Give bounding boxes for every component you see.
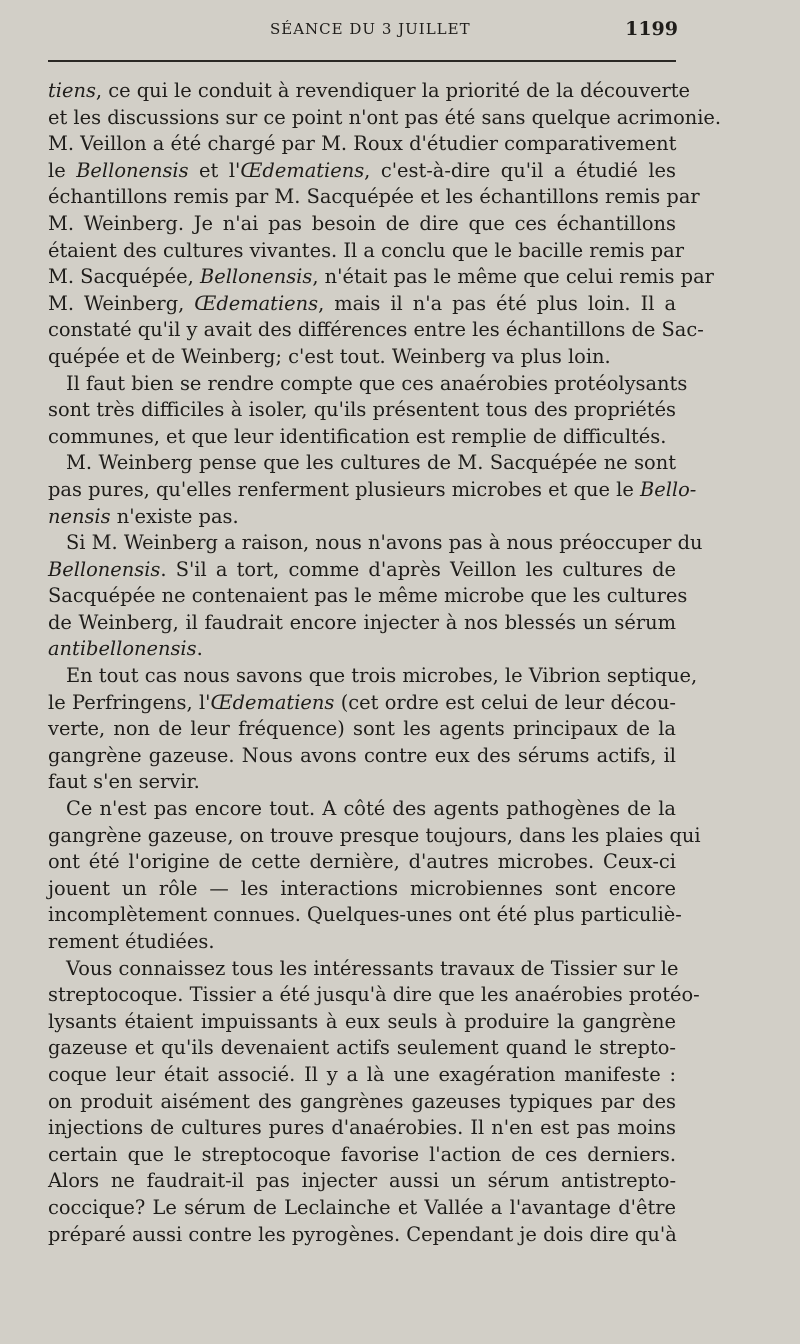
page-number: 1199 bbox=[625, 18, 678, 40]
text-line bbox=[48, 929, 676, 956]
text-run: et les discussions sur ce point n'ont pas été sans quelque acrimonie. bbox=[48, 105, 722, 129]
text-run: gangrène gazeuse, on trouve presque toujours, dans les plaies qui bbox=[48, 823, 701, 847]
text-run: M. Sacquépée, bbox=[48, 265, 200, 289]
text-line bbox=[48, 1115, 676, 1142]
text-run: constaté qu'il y avait des différences entre les échantillons de Sac- bbox=[48, 318, 704, 342]
text-run: En tout cas nous savons que trois microbes, le Vibrion septique, bbox=[66, 664, 698, 688]
text-run: préparé aussi contre les pyrogènes. Cependant je dois dire qu'à bbox=[48, 1222, 677, 1246]
text-run: le bbox=[48, 158, 77, 182]
text-line bbox=[48, 716, 676, 743]
text-line bbox=[48, 477, 697, 504]
text-line bbox=[48, 1195, 676, 1222]
text-line bbox=[48, 184, 700, 211]
text-run: sont très difficiles à isoler, qu'ils présentent tous des propriétés bbox=[48, 398, 676, 422]
text-line bbox=[48, 424, 676, 451]
text-run: n'existe pas. bbox=[110, 504, 239, 528]
text-line bbox=[48, 1062, 676, 1089]
text-run: gangrène gazeuse. Nous avons contre eux des sérums actifs, il bbox=[48, 743, 676, 767]
text-line bbox=[48, 610, 676, 637]
text-line bbox=[48, 849, 676, 876]
italic-text: Œdematiens bbox=[194, 291, 319, 315]
text-run: M. Weinberg. Je n'ai pas besoin de dire que ces échantillons bbox=[48, 211, 676, 235]
text-line bbox=[48, 291, 676, 318]
text-run: et l' bbox=[188, 158, 241, 182]
text-run: coque leur était associé. Il y a là une exagération manifeste : bbox=[48, 1062, 676, 1086]
text-line bbox=[48, 397, 676, 424]
text-line bbox=[48, 344, 676, 371]
text-run: Ce n'est pas encore tout. A côté des agents pathogènes de la bbox=[66, 797, 676, 821]
text-run: , ce qui le conduit à revendiquer la priorité de la découverte bbox=[95, 79, 690, 102]
italic-text: Œdematiens bbox=[210, 690, 335, 714]
text-line bbox=[48, 1035, 676, 1062]
text-run: jouent un rôle — les interactions microbiennes sont encore bbox=[48, 876, 676, 900]
text-run: (cet ordre est celui de leur décou- bbox=[334, 690, 676, 714]
text-line bbox=[48, 158, 676, 185]
italic-text: antibellonensis bbox=[48, 637, 197, 661]
text-run: M. Veillon a été chargé par M. Roux d'étudier comparativement bbox=[48, 132, 677, 156]
text-run: de Weinberg, il faudrait encore injecter à nos blessés un sérum bbox=[48, 610, 676, 634]
text-line bbox=[48, 636, 676, 663]
text-run: Si M. Weinberg a raison, nous n'avons pas à nous préoccuper du bbox=[66, 531, 703, 555]
text-line bbox=[48, 956, 679, 983]
text-run: échantillons remis par M. Sacquépée et les échantillons remis par bbox=[48, 185, 700, 209]
text-line bbox=[48, 823, 701, 850]
italic-text: Œdematiens bbox=[240, 158, 365, 182]
text-run: . S'il a tort, comme d'après Veillon les cultures de bbox=[160, 557, 676, 581]
text-run: lysants étaient impuissants à eux seuls à produire la gangrène bbox=[48, 1009, 676, 1033]
text-run: , mais il n'a pas été plus loin. Il a bbox=[318, 291, 676, 315]
text-line bbox=[48, 876, 676, 903]
text-run: quépée et de Weinberg; c'est tout. Weinberg va plus loin. bbox=[48, 344, 611, 368]
text-run: étaient des cultures vivantes. Il a conclu que le bacille remis par bbox=[48, 238, 684, 262]
text-line bbox=[48, 1168, 676, 1195]
text-line bbox=[48, 78, 690, 105]
text-line bbox=[48, 769, 676, 796]
text-line bbox=[48, 583, 688, 610]
text-run: gazeuse et qu'ils devenaient actifs seulement quand le strepto- bbox=[48, 1036, 676, 1060]
text-run: certain que le streptocoque favorise l'action de ces derniers. bbox=[48, 1142, 676, 1166]
text-run: communes, et que leur identification est remplie de difficultés. bbox=[48, 424, 667, 448]
page-header bbox=[0, 18, 800, 46]
text-line bbox=[48, 211, 676, 238]
italic-text: Bellonensis bbox=[48, 557, 161, 581]
text-line bbox=[48, 1142, 676, 1169]
text-line bbox=[48, 557, 676, 584]
text-run: ont été l'origine de cette dernière, d'autres microbes. Ceux-ci bbox=[48, 850, 676, 874]
text-run: Alors ne faudrait-il pas injecter aussi un sérum antistrepto- bbox=[48, 1169, 676, 1193]
text-line bbox=[48, 743, 676, 770]
text-run: pas pures, qu'elles renferment plusieurs microbes et que le bbox=[48, 477, 640, 501]
text-line bbox=[48, 982, 700, 1009]
text-run: Il faut bien se rendre compte que ces anaérobies protéolysants bbox=[66, 371, 688, 395]
text-line bbox=[48, 105, 722, 132]
text-line bbox=[48, 1089, 676, 1116]
text-line bbox=[48, 238, 684, 265]
text-run: verte, non de leur fréquence) sont les agents principaux de la bbox=[48, 717, 676, 741]
text-line bbox=[48, 1009, 676, 1036]
text-run: . bbox=[196, 637, 203, 661]
text-run: streptocoque. Tissier a été jusqu'à dire que les anaérobies protéo- bbox=[48, 983, 700, 1007]
text-run: on produit aisément des gangrènes gazeuses typiques par des bbox=[48, 1089, 676, 1113]
text-line bbox=[48, 131, 676, 158]
header-rule bbox=[48, 60, 676, 62]
text-run: injections de cultures pures d'anaérobies. Il n'en est pas moins bbox=[48, 1116, 676, 1140]
text-run: le Perfringens, l' bbox=[48, 690, 211, 714]
text-run: , n'était pas le même que celui remis par bbox=[312, 265, 714, 289]
italic-text: Bellonensis bbox=[76, 158, 189, 182]
text-run: rement étudiées. bbox=[48, 930, 215, 953]
text-run: coccique? Le sérum de Leclainche et Vallée a l'avantage d'être bbox=[48, 1195, 676, 1219]
text-line bbox=[48, 450, 676, 477]
text-line bbox=[48, 1222, 676, 1249]
italic-text: tiens bbox=[48, 79, 96, 102]
text-line bbox=[48, 690, 676, 717]
text-line bbox=[48, 902, 682, 929]
text-run: Sacquépée ne contenaient pas le même microbe que les cultures bbox=[48, 584, 688, 608]
text-run: faut s'en servir. bbox=[48, 770, 200, 794]
italic-text: Bellonensis bbox=[199, 265, 313, 289]
body-text bbox=[48, 78, 722, 1248]
text-line bbox=[48, 663, 698, 690]
text-run: Vous connaissez tous les intéressants travaux de Tissier sur le bbox=[66, 956, 679, 980]
italic-text: Bello- bbox=[639, 477, 697, 501]
text-line bbox=[48, 264, 714, 291]
text-run: incomplètement connues. Quelques-unes ont été plus particuliè- bbox=[48, 903, 682, 927]
text-run: , c'est-à-dire qu'il a étudié les bbox=[364, 158, 676, 182]
text-line bbox=[48, 317, 704, 344]
text-run: M. Weinberg pense que les cultures de M. Sacquépée ne sont bbox=[66, 451, 676, 475]
text-line bbox=[48, 504, 676, 531]
text-line bbox=[48, 371, 688, 398]
text-run: M. Weinberg, bbox=[48, 291, 195, 315]
text-line bbox=[48, 530, 703, 557]
text-line bbox=[48, 796, 676, 823]
italic-text: nensis bbox=[48, 504, 111, 528]
running-head: SÉANCE DU 3 JUILLET bbox=[270, 20, 471, 38]
